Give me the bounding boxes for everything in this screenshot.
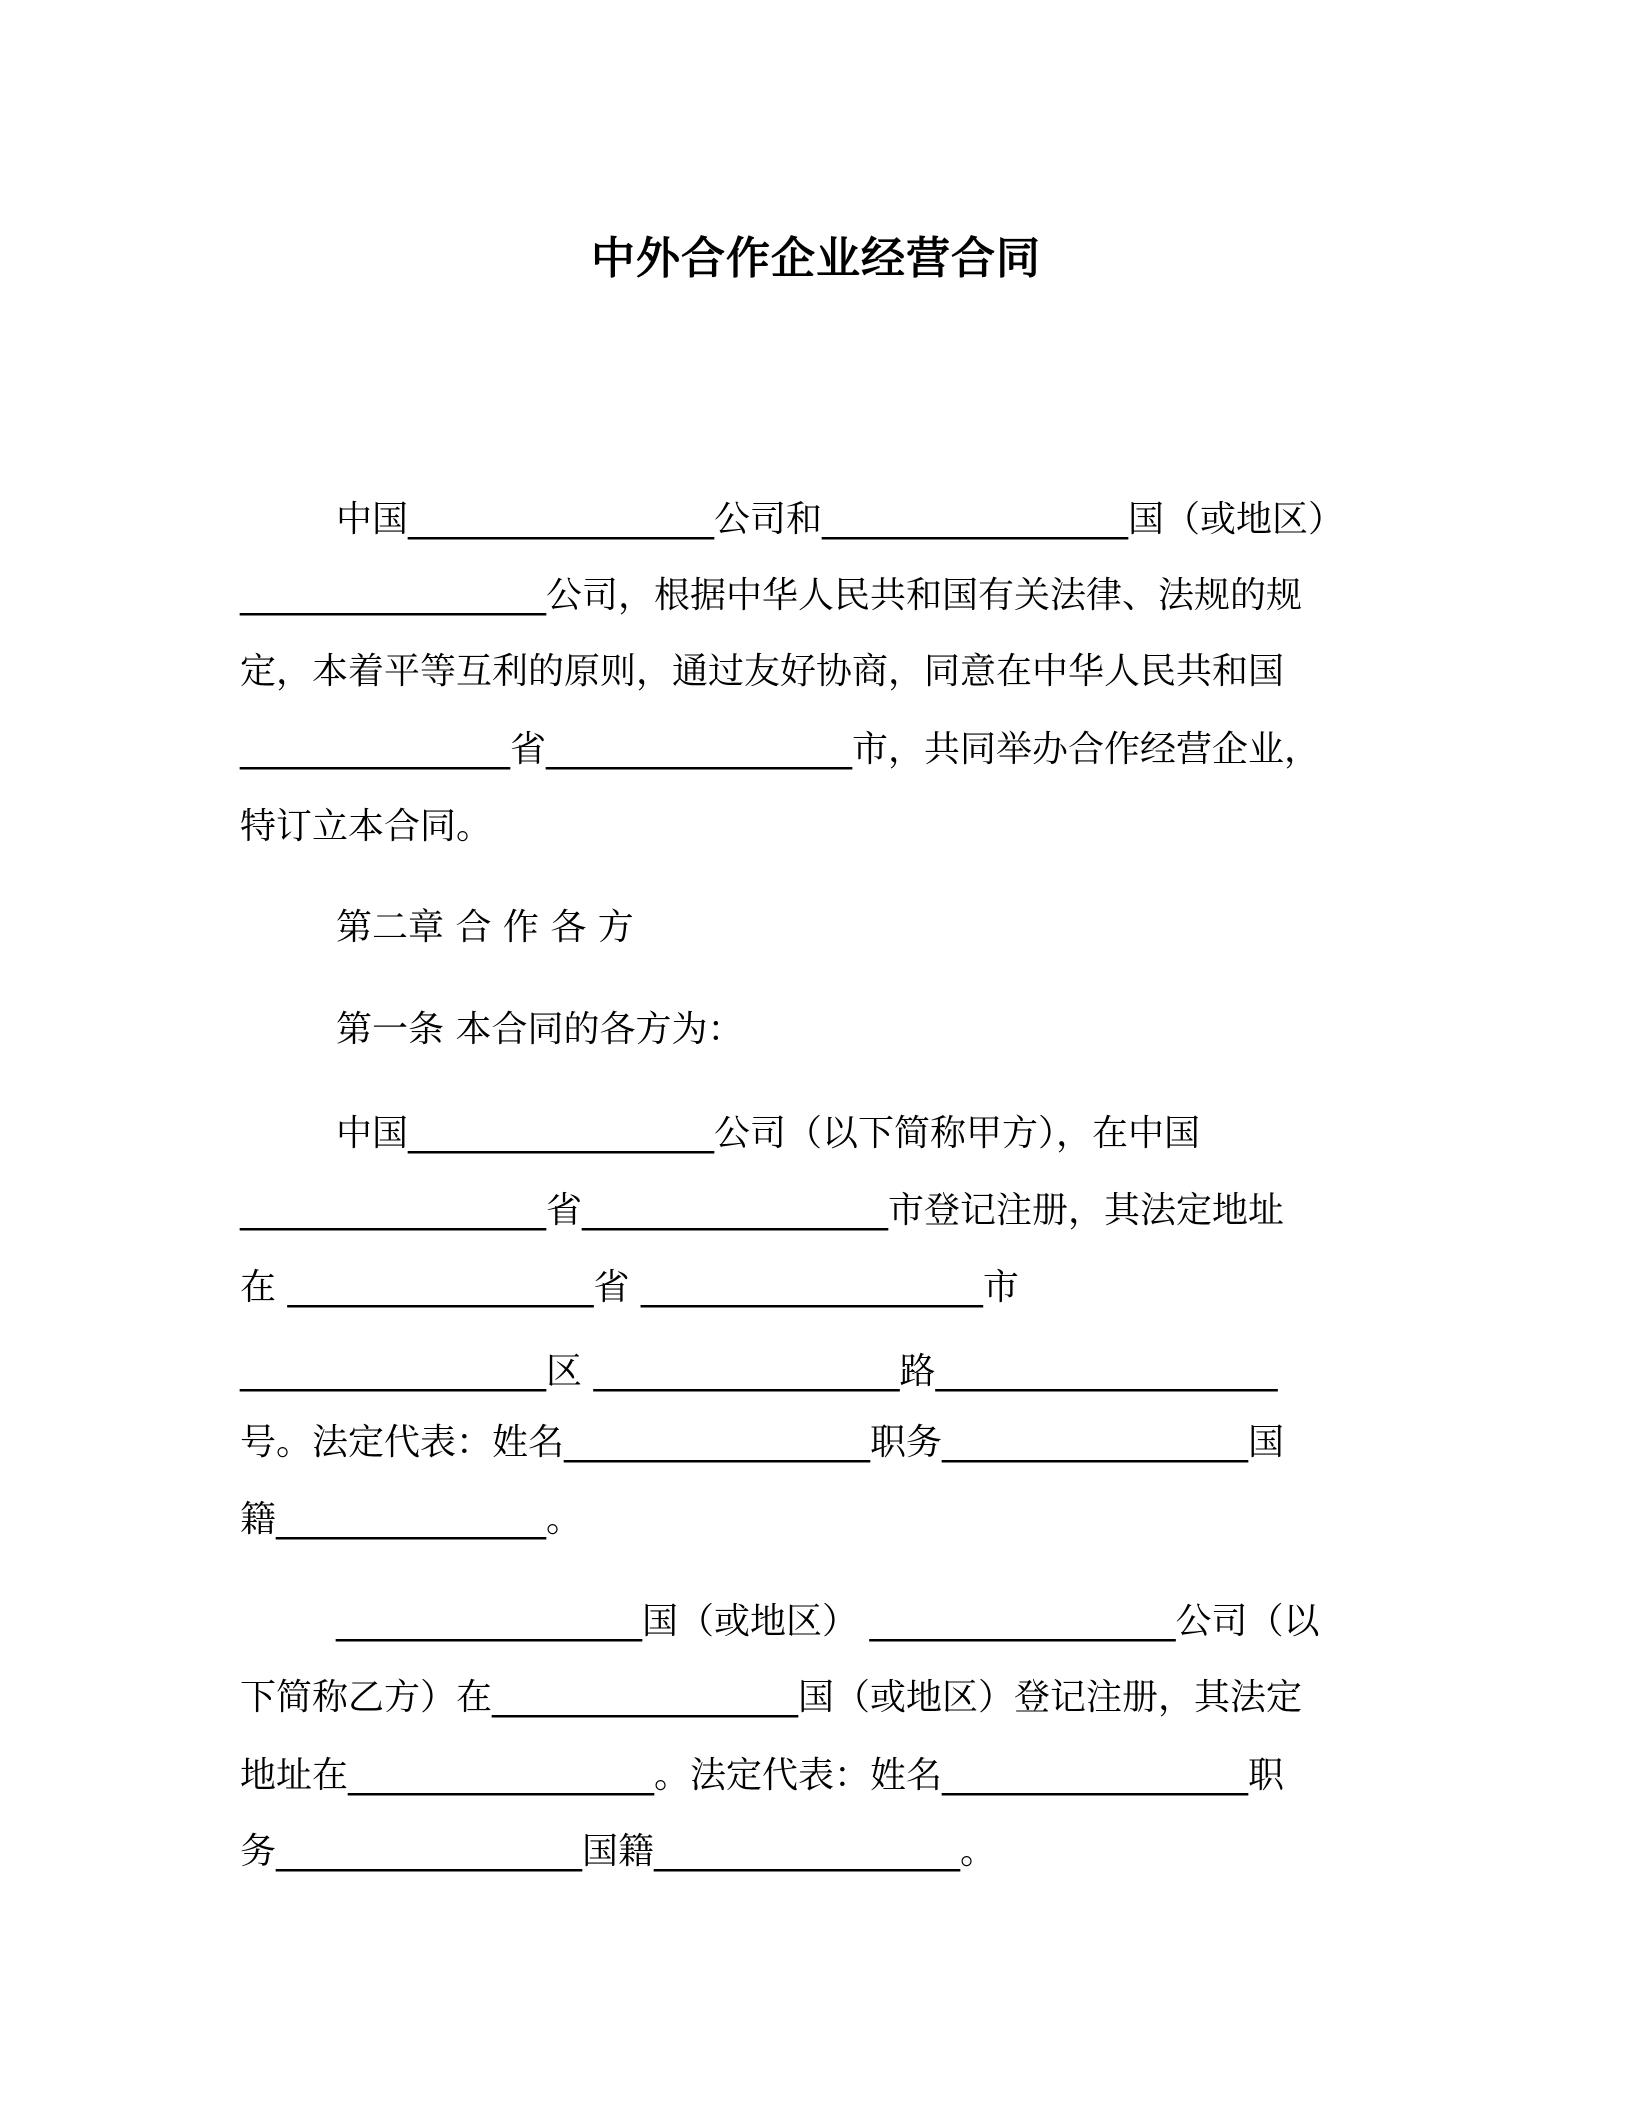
article-heading: 第一条 本合同的各方为：	[336, 1009, 744, 1050]
preamble-line-1: 中国_________________公司和_________________国（或地区）	[336, 499, 1345, 540]
preamble-line-2: _________________公司，根据中华人民共和国有关法律、法规的规	[240, 575, 1303, 616]
party-a-line-1: 中国_________________公司（以下简称甲方），在中国	[336, 1113, 1201, 1154]
party-b-line-2: 下简称乙方）在_________________国（或地区）登记注册，其法定	[240, 1677, 1303, 1718]
party-b-line-1: _________________国（或地区） _________________公司（以	[336, 1601, 1320, 1642]
preamble-line-4: _______________省_________________市，共同举办合作经营企业，	[240, 729, 1321, 770]
chapter-heading: 第二章 合 作 各 方	[336, 907, 634, 948]
party-b-line-3: 地址在_________________。法定代表：姓名_________________职	[240, 1755, 1285, 1796]
party-b-line-4: 务_________________国籍_________________。	[240, 1831, 996, 1872]
party-a-line-2: _________________省_________________市登记注册，其法定地址	[240, 1190, 1285, 1231]
party-a-line-6: 籍_______________。	[240, 1499, 582, 1540]
party-a-line-5: 号。法定代表：姓名_________________职务_________________国	[240, 1422, 1285, 1463]
party-a-line-3: 在 _________________省 ___________________市	[240, 1267, 1019, 1308]
party-a-line-4: _________________区 _________________路___________________	[240, 1351, 1278, 1392]
preamble-line-3: 定，本着平等互利的原则，通过友好协商，同意在中华人民共和国	[240, 651, 1285, 692]
preamble-line-5: 特订立本合同。	[240, 806, 493, 847]
document-title: 中外合作企业经营合同	[591, 233, 1041, 284]
